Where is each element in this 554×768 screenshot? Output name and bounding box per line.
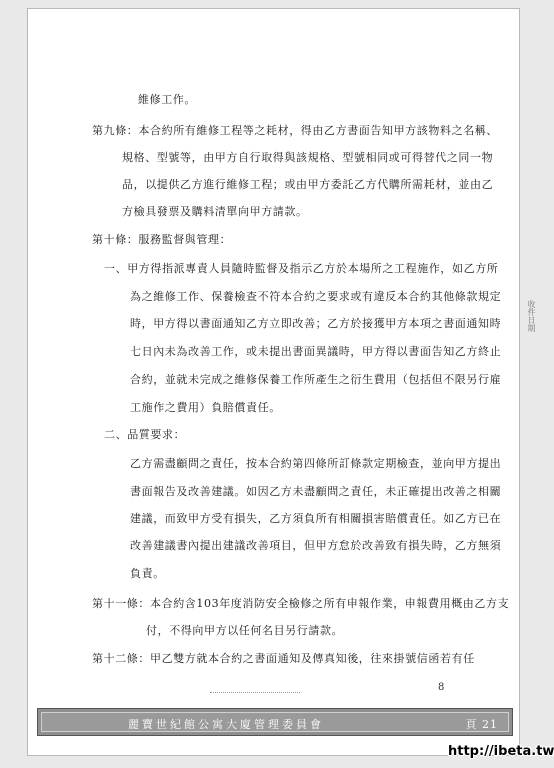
article-9-line: 第九條：本合約所有維修工程等之耗材，得由乙方書面告知甲方該物料之名稱、 <box>92 124 498 137</box>
clause-1-line: 一、甲方得指派專責人員隨時監督及指示乙方於本場所之工程施作，如乙方所 <box>104 262 499 275</box>
footer-band <box>37 708 513 736</box>
footer-page-label: 頁 21 <box>465 718 498 731</box>
text-line: 乙方需盡顧問之責任，按本合約第四條所訂條款定期檢查，並向甲方提出 <box>130 457 502 470</box>
text-line: 改善建議書內提出建議改善項目，但甲方怠於改善致有損失時，乙方無須 <box>130 539 502 552</box>
article-12-line: 第十二條：甲乙雙方就本合約之書面通知及傳真知後，往來掛號信函若有任 <box>92 652 475 665</box>
article-11-line: 第十一條：本合約含103年度消防安全檢修之所有申報作業，申報費用概由乙方支 <box>92 597 510 610</box>
clause-2-line: 二、品質要求： <box>104 428 186 441</box>
faint-divider <box>210 692 300 697</box>
text-line: 工施作之費用）負賠償責任。 <box>130 401 281 414</box>
text-line: 維修工作。 <box>138 93 196 106</box>
text-line: 付，不得向甲方以任何名目另行請款。 <box>146 624 344 637</box>
text-line: 書面報告及改善建議。如因乙方未盡顧問之責任，未正確提出改善之相關 <box>130 485 502 498</box>
text-line: 時，甲方得以書面通知乙方立即改善；乙方於接獲甲方本項之書面通知時 <box>130 317 502 330</box>
watermark: http://ibeta.tw <box>448 744 554 759</box>
text-line: 建議，而致甲方受有損失，乙方須負所有相關損害賠償責任。如乙方已在 <box>130 512 502 525</box>
text-line: 品，以提供乙方進行維修工程；或由甲方委託乙方代購所需耗材，並由乙 <box>122 178 494 191</box>
side-stamp: 收件日期 <box>527 300 536 332</box>
footer-title: 麗寶世紀館公寓大廈管理委員會 <box>128 718 324 731</box>
text-line: 規格、型號等，由甲方自行取得與該規格、型號相同或可得替代之同一物 <box>122 151 494 164</box>
page-number: 8 <box>438 682 445 693</box>
text-line: 方檢具發票及購料清單向甲方請款。 <box>122 205 308 218</box>
text-line: 七日內未為改善工作，或未提出書面異議時，甲方得以書面告知乙方終止 <box>130 345 502 358</box>
text-line: 為之維修工作、保養檢查不符本合約之要求或有違反本合約其他條款規定 <box>130 290 502 303</box>
text-line: 合約，並就未完成之維修保養工作所產生之衍生費用（包括但不限另行雇 <box>130 373 502 386</box>
article-10-line: 第十條：服務監督與管理： <box>92 233 232 246</box>
text-line: 負責。 <box>130 567 165 580</box>
